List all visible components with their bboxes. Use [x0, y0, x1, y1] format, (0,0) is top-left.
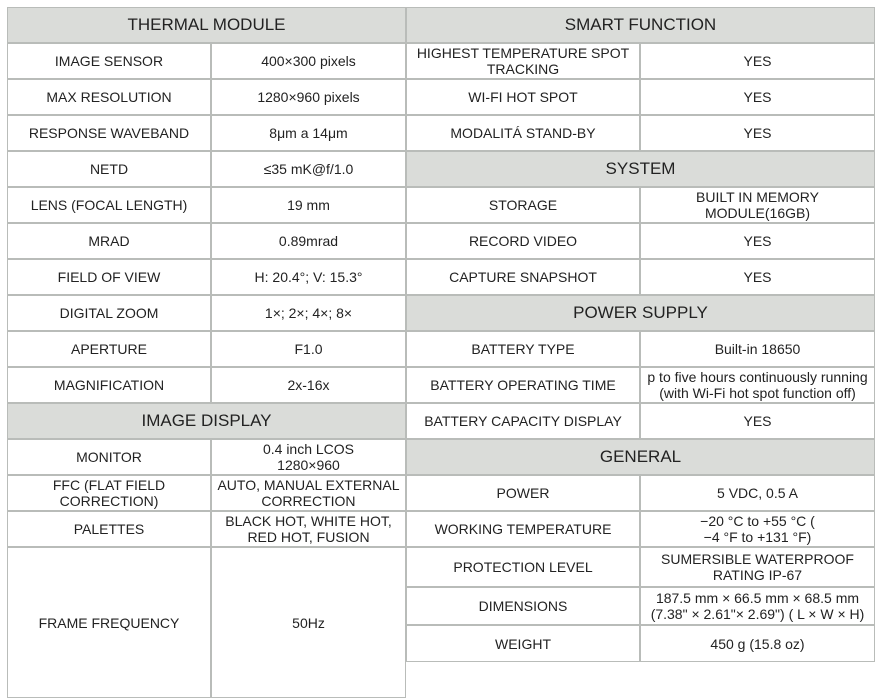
- spec-label: MAGNIFICATION: [7, 367, 211, 403]
- section-header-power-supply: POWER SUPPLY: [406, 295, 875, 331]
- spec-value: BUILT IN MEMORY MODULE(16GB): [640, 187, 875, 223]
- spec-value: 1280×960 pixels: [211, 79, 406, 115]
- spec-label: PROTECTION LEVEL: [406, 547, 640, 587]
- spec-label: BATTERY TYPE: [406, 331, 640, 367]
- spec-label: HIGHEST TEMPERATURE SPOT TRACKING: [406, 43, 640, 79]
- spec-value: 50Hz: [211, 547, 406, 698]
- spec-label: CAPTURE SNAPSHOT: [406, 259, 640, 295]
- spec-label: MONITOR: [7, 439, 211, 475]
- spec-value: 187.5 mm × 66.5 mm × 68.5 mm (7.38" × 2.61"× 2.69") ( L × W × H): [640, 587, 875, 625]
- spec-value: SUMERSIBLE WATERPROOF RATING IP-67: [640, 547, 875, 587]
- spec-table: [7, 7, 875, 662]
- spec-label: MRAD: [7, 223, 211, 259]
- section-header-image-display: IMAGE DISPLAY: [7, 403, 406, 439]
- spec-value: 5 VDC, 0.5 A: [640, 475, 875, 511]
- spec-value: YES: [640, 115, 875, 151]
- spec-label: BATTERY OPERATING TIME: [406, 367, 640, 403]
- section-header-smart-function: SMART FUNCTION: [406, 7, 875, 43]
- spec-label: PALETTES: [7, 511, 211, 547]
- spec-value: 0.89mrad: [211, 223, 406, 259]
- spec-label: RESPONSE WAVEBAND: [7, 115, 211, 151]
- spec-label: NETD: [7, 151, 211, 187]
- spec-value: −20 °C to +55 °C ( −4 °F to +131 °F): [640, 511, 875, 547]
- spec-label: LENS (FOCAL LENGTH): [7, 187, 211, 223]
- spec-label: APERTURE: [7, 331, 211, 367]
- spec-value: 2x-16x: [211, 367, 406, 403]
- spec-label: FIELD OF VIEW: [7, 259, 211, 295]
- spec-label: IMAGE SENSOR: [7, 43, 211, 79]
- spec-label: DIMENSIONS: [406, 587, 640, 625]
- spec-value: ≤35 mK@f/1.0: [211, 151, 406, 187]
- spec-label: FFC (FLAT FIELD CORRECTION): [7, 475, 211, 511]
- section-header-thermal-module: THERMAL MODULE: [7, 7, 406, 43]
- spec-value: YES: [640, 403, 875, 439]
- spec-label: DIGITAL ZOOM: [7, 295, 211, 331]
- spec-value: BLACK HOT, WHITE HOT, RED HOT, FUSION: [211, 511, 406, 547]
- spec-label: MODALITÁ STAND-BY: [406, 115, 640, 151]
- spec-label: POWER: [406, 475, 640, 511]
- spec-label: WORKING TEMPERATURE: [406, 511, 640, 547]
- spec-label: BATTERY CAPACITY DISPLAY: [406, 403, 640, 439]
- spec-value: 450 g (15.8 oz): [640, 625, 875, 662]
- spec-label: FRAME FREQUENCY: [7, 547, 211, 698]
- spec-value: YES: [640, 223, 875, 259]
- spec-value: YES: [640, 259, 875, 295]
- spec-value: 8μm a 14μm: [211, 115, 406, 151]
- spec-value: p to five hours continuously running (with Wi-Fi hot spot function off): [640, 367, 875, 403]
- spec-value: YES: [640, 43, 875, 79]
- spec-value: 400×300 pixels: [211, 43, 406, 79]
- spec-label: WI-FI HOT SPOT: [406, 79, 640, 115]
- spec-label: RECORD VIDEO: [406, 223, 640, 259]
- spec-value: YES: [640, 79, 875, 115]
- spec-value: AUTO, MANUAL EXTERNAL CORRECTION: [211, 475, 406, 511]
- spec-value: H: 20.4°; V: 15.3°: [211, 259, 406, 295]
- spec-value: 19 mm: [211, 187, 406, 223]
- section-header-general: GENERAL: [406, 439, 875, 475]
- spec-label: STORAGE: [406, 187, 640, 223]
- spec-value: Built-in 18650: [640, 331, 875, 367]
- spec-value: 1×; 2×; 4×; 8×: [211, 295, 406, 331]
- spec-label: MAX RESOLUTION: [7, 79, 211, 115]
- spec-value: F1.0: [211, 331, 406, 367]
- spec-value: 0.4 inch LCOS 1280×960: [211, 439, 406, 475]
- spec-label: WEIGHT: [406, 625, 640, 662]
- section-header-system: SYSTEM: [406, 151, 875, 187]
